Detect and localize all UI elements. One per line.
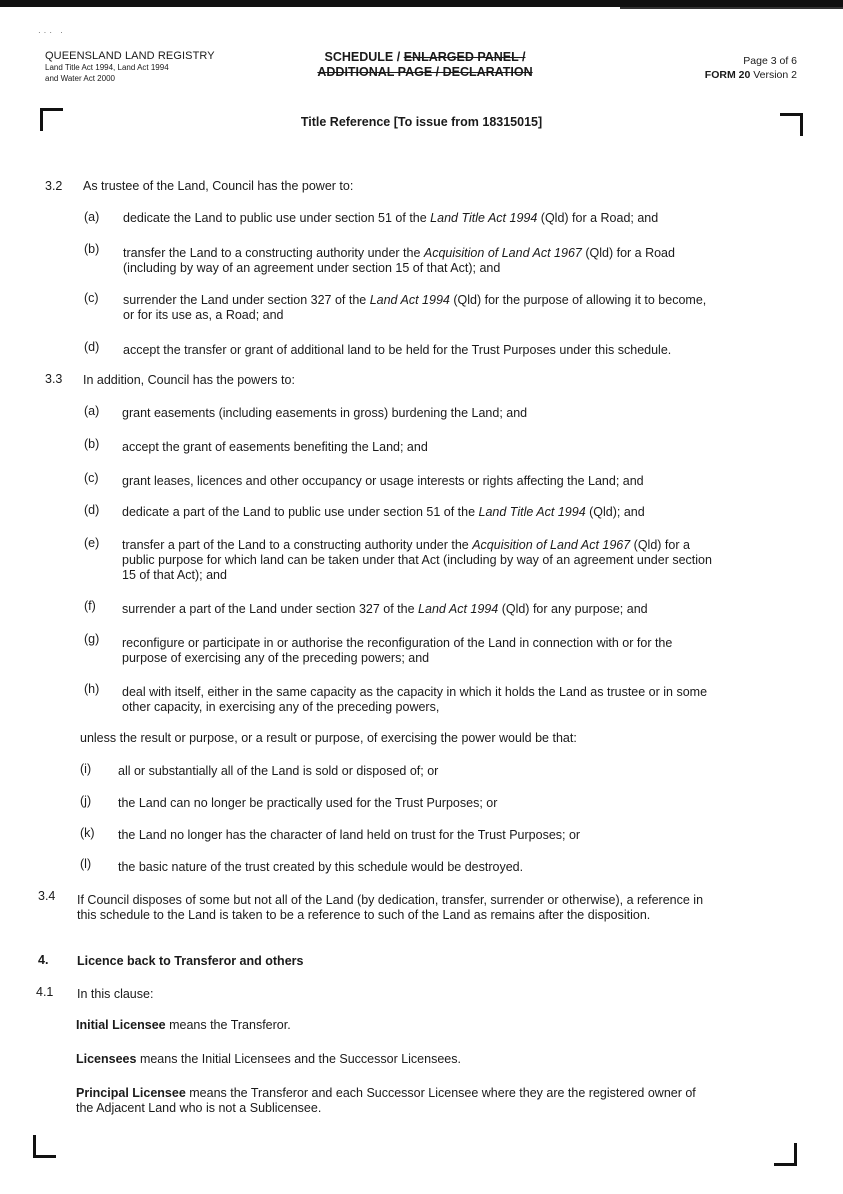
clause-4-number: 4. — [38, 953, 49, 967]
condition-i: all or substantially all of the Land is sold or disposed of; or — [118, 764, 439, 778]
clause-3-3-a: grant easements (including easements in gross) burdening the Land; and — [122, 406, 528, 420]
acts-line-2: and Water Act 2000 — [45, 74, 115, 83]
clause-3-2-c-cont: or for its use as, a Road; and — [123, 308, 284, 322]
clause-4-heading: Licence back to Transferor and others — [77, 954, 304, 968]
clause-3-3-e-cont: public purpose for which land can be taken under that Act (including by way of an agreement under section — [122, 553, 712, 567]
clause-3-4-line-1: If Council disposes of some but not all of the Land (by dedication, transfer, surrender or otherwise), a reference in — [77, 893, 704, 907]
definition-principal-licensee-cont: the Adjacent Land who is not a Sublicensee. — [76, 1101, 322, 1115]
item-label: (c) — [84, 291, 99, 305]
clause-3-3-c: grant leases, licences and other occupancy or usage interests or rights affecting the Land; and — [122, 474, 644, 488]
corner-mark-top-right — [780, 113, 803, 136]
clause-3-3-h: deal with itself, either in the same capacity as the capacity in which it holds the Land as trustee or in some — [122, 685, 708, 699]
clause-3-2-b: transfer the Land to a constructing authority under the Acquisition of Land Act 1967 (Qld) for a Road — [123, 246, 675, 260]
clause-4-1-number: 4.1 — [36, 985, 54, 999]
item-label: (d) — [84, 503, 100, 517]
item-label: (i) — [80, 762, 92, 776]
clause-3-3-b: accept the grant of easements benefiting the Land; and — [122, 440, 428, 454]
item-label: (c) — [84, 471, 99, 485]
unless-clause: unless the result or purpose, or a result or purpose, of exercising the power would be that: — [80, 731, 577, 745]
clause-3-2-c: surrender the Land under section 327 of the Land Act 1994 (Qld) for the purpose of allowing it to become, — [123, 293, 707, 307]
item-label: (d) — [84, 340, 100, 354]
clause-3-3-g: reconfigure or participate in or authorise the reconfiguration of the Land in connection with or for the — [122, 636, 673, 650]
clause-3-2-d: accept the transfer or grant of additional land to be held for the Trust Purposes under this schedule. — [123, 343, 672, 357]
corner-mark-bottom-left — [33, 1135, 56, 1158]
struck-additional-page: ADDITIONAL PAGE / DECLARATION — [317, 65, 533, 79]
clause-3-3-number: 3.3 — [45, 372, 63, 386]
page-info — [705, 54, 797, 82]
clause-4-1-intro: In this clause: — [77, 987, 154, 1001]
schedule-label: SCHEDULE / — [324, 50, 404, 64]
condition-k: the Land no longer has the character of land held on trust for the Trust Purposes; or — [118, 828, 581, 842]
item-label: (k) — [80, 826, 95, 840]
item-label: (f) — [84, 599, 96, 613]
definition-licensees: Licensees means the Initial Licensees and the Successor Licensees. — [76, 1052, 461, 1066]
item-label: (a) — [84, 210, 100, 224]
acts-line-1: Land Title Act 1994, Land Act 1994 — [45, 63, 169, 72]
scan-speckles: ··· · — [38, 28, 66, 37]
clause-3-3-h-cont: other capacity, in exercising any of the preceding powers, — [122, 700, 440, 714]
corner-mark-top-left — [40, 108, 63, 131]
corner-mark-bottom-right — [774, 1143, 797, 1166]
item-label: (h) — [84, 682, 100, 696]
item-label: (j) — [80, 794, 92, 808]
clause-3-3-intro: In addition, Council has the powers to: — [83, 373, 295, 387]
registry-header — [45, 50, 215, 84]
item-label: (b) — [84, 242, 100, 256]
clause-3-4-number: 3.4 — [38, 889, 56, 903]
clause-3-4-line-2: this schedule to the Land is taken to be a reference to such of the Land as remains after the disposition. — [77, 908, 651, 922]
registry-name: QUEENSLAND LAND REGISTRY — [45, 50, 215, 62]
item-label: (e) — [84, 536, 100, 550]
item-label: (b) — [84, 437, 100, 451]
item-label: (l) — [80, 857, 92, 871]
definition-initial-licensee: Initial Licensee means the Transferor. — [76, 1018, 291, 1032]
clause-3-3-d: dedicate a part of the Land to public use under section 51 of the Land Title Act 1994 (Qld); and — [122, 505, 645, 519]
clause-3-3-g-cont: purpose of exercising any of the preceding powers; and — [122, 651, 430, 665]
form-type-header — [300, 50, 550, 80]
top-border — [0, 0, 843, 7]
page-number: Page 3 of 6 — [743, 55, 797, 67]
form-number: FORM 20 — [704, 69, 751, 81]
condition-l: the basic nature of the trust created by this schedule would be destroyed. — [118, 860, 524, 874]
clause-3-3-e-cont2: 15 of that Act); and — [122, 568, 227, 582]
clause-3-2-b-cont: (including by way of an agreement under section 15 of that Act); and — [123, 261, 501, 275]
top-border-extension — [620, 7, 843, 9]
form-version: Version 2 — [750, 69, 797, 81]
clause-3-3-e: transfer a part of the Land to a constructing authority under the Acquisition of Land Act 1967 (Qld) for a — [122, 538, 690, 552]
clause-3-2-number: 3.2 — [45, 179, 63, 193]
struck-enlarged-panel: ENLARGED PANEL / — [403, 50, 526, 64]
clause-3-2-a: dedicate the Land to public use under section 51 of the Land Title Act 1994 (Qld) for a Road; and — [123, 211, 659, 225]
clause-3-3-f: surrender a part of the Land under section 327 of the Land Act 1994 (Qld) for any purpose; and — [122, 602, 648, 616]
title-reference: Title Reference [To issue from 18315015] — [300, 115, 543, 129]
clause-3-2-intro: As trustee of the Land, Council has the power to: — [83, 179, 354, 193]
condition-j: the Land can no longer be practically used for the Trust Purposes; or — [118, 796, 498, 810]
definition-principal-licensee: Principal Licensee means the Transferor and each Successor Licensee where they are the registered owner of — [76, 1086, 696, 1100]
item-label: (g) — [84, 632, 100, 646]
item-label: (a) — [84, 404, 100, 418]
